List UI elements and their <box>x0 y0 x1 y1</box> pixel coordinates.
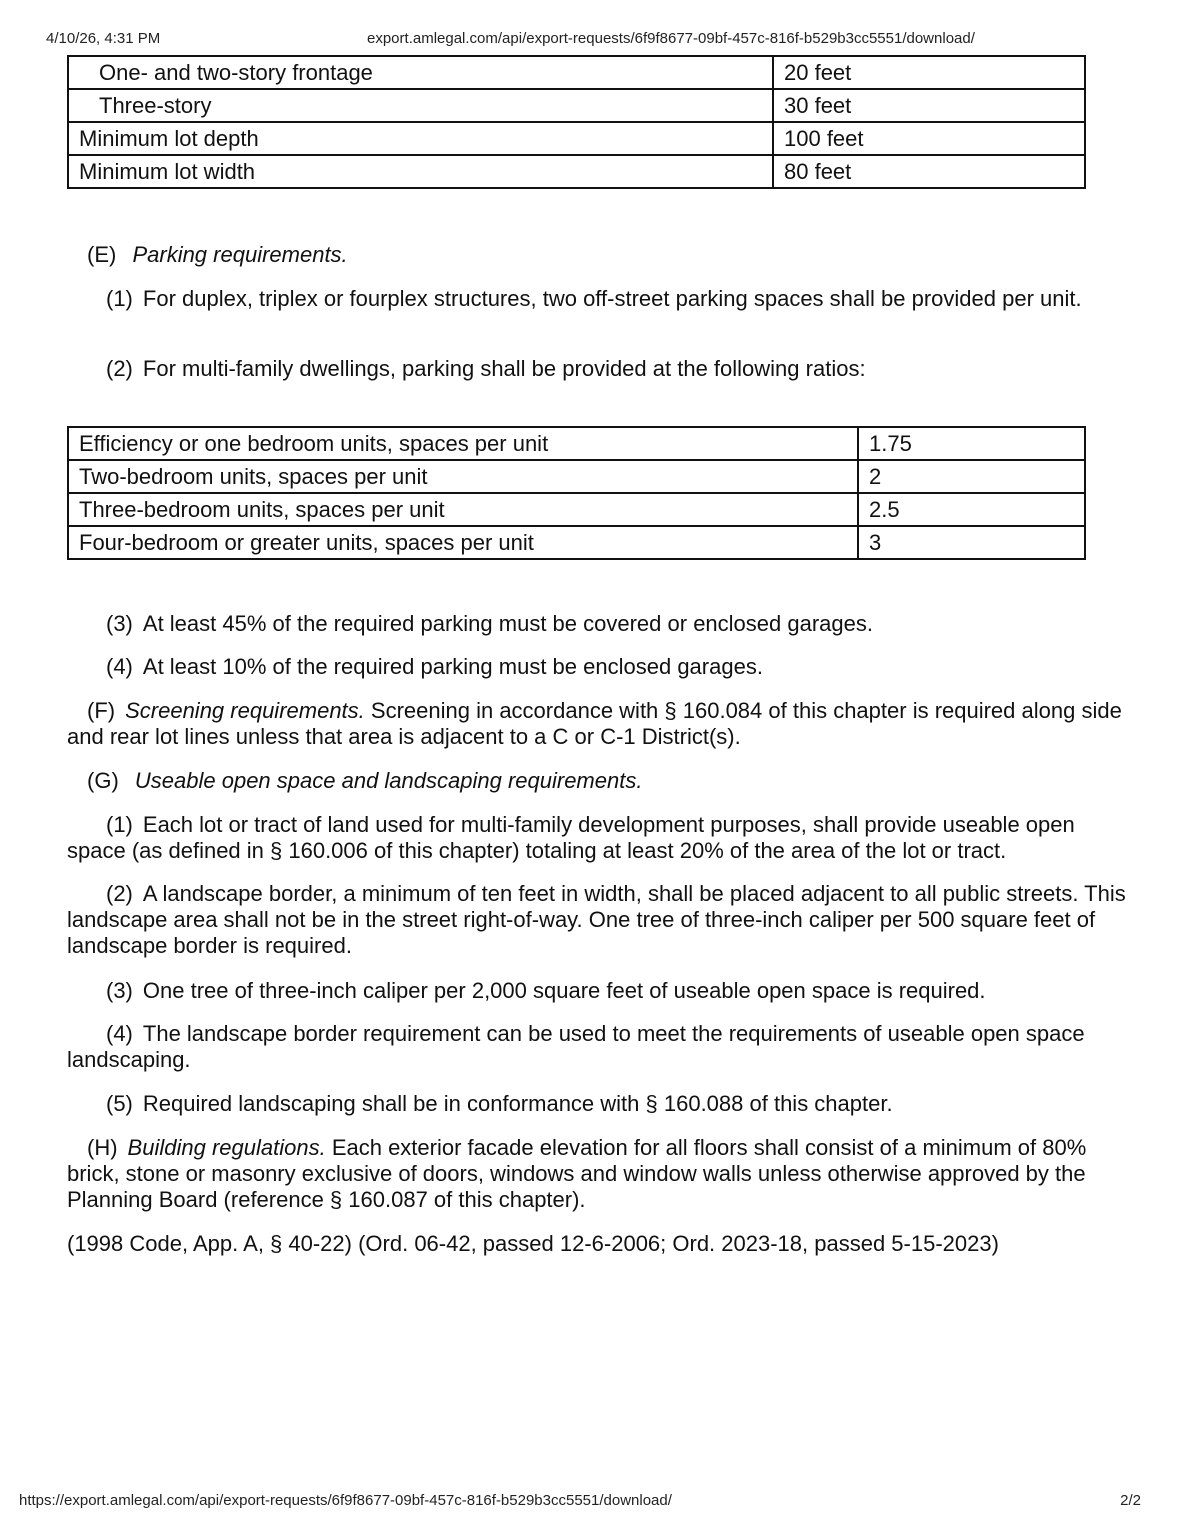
table-cell-label: One- and two-story frontage <box>68 56 773 89</box>
table-cell-value: 20 feet <box>773 56 1085 89</box>
item-marker: (1) <box>106 812 133 837</box>
item-marker: (4) <box>106 654 133 679</box>
lot-dimensions-table <box>67 55 1086 189</box>
table-row <box>68 427 1085 460</box>
section-g-item-5 <box>67 1091 1127 1117</box>
print-footer-url: https://export.amlegal.com/api/export-requests/6f9f8677-09bf-457c-816f-b529b3cc5551/download/ <box>19 1492 672 1509</box>
print-datetime: 4/10/26, 4:31 PM <box>46 30 161 47</box>
item-text: A landscape border, a minimum of ten feet in width, shall be placed adjacent to all public streets. This landscape area shall not be in the street right-of-way. One tree of three-inch caliper per 500 square feet of landscape border is required. <box>67 881 1126 958</box>
section-f <box>67 698 1127 750</box>
table-cell-label: Minimum lot depth <box>68 122 773 155</box>
section-g-heading <box>67 768 1127 794</box>
section-marker: (G) <box>87 768 119 793</box>
item-marker: (1) <box>106 286 133 311</box>
item-marker: (3) <box>106 978 133 1003</box>
table-cell-value: 30 feet <box>773 89 1085 122</box>
section-title: Building regulations. <box>127 1135 326 1160</box>
section-marker: (H) <box>87 1135 118 1160</box>
table-row <box>68 56 1085 89</box>
section-e-item-1 <box>67 286 1127 312</box>
item-marker: (5) <box>106 1091 133 1116</box>
section-title: Screening requirements. <box>125 698 365 723</box>
item-text: At least 45% of the required parking must be covered or enclosed garages. <box>142 611 873 636</box>
page-number: 2/2 <box>1120 1492 1141 1509</box>
section-e-heading <box>67 242 1127 268</box>
table-cell-value: 2 <box>858 460 1085 493</box>
item-marker: (4) <box>106 1021 133 1046</box>
table-cell-label: Efficiency or one bedroom units, spaces per unit <box>68 427 858 460</box>
item-text: For multi-family dwellings, parking shall be provided at the following ratios: <box>142 356 866 381</box>
section-title: Useable open space and landscaping requirements. <box>134 768 643 793</box>
section-title: Parking requirements. <box>132 242 348 267</box>
section-e-item-4 <box>67 654 1127 680</box>
section-e-item-3 <box>67 611 1127 637</box>
print-header-url: export.amlegal.com/api/export-requests/6f9f8677-09bf-457c-816f-b529b3cc5551/download/ <box>367 30 975 47</box>
item-text: One tree of three-inch caliper per 2,000 square feet of useable open space is required. <box>142 978 986 1003</box>
table-row <box>68 460 1085 493</box>
table-row <box>68 526 1085 559</box>
print-header <box>0 28 1186 50</box>
item-text: At least 10% of the required parking must be enclosed garages. <box>142 654 763 679</box>
table-cell-label: Minimum lot width <box>68 155 773 188</box>
item-marker: (2) <box>106 881 133 906</box>
section-e-item-2 <box>67 356 1127 382</box>
item-text: Required landscaping shall be in conformance with § 160.088 of this chapter. <box>142 1091 893 1116</box>
print-footer <box>0 1490 1186 1512</box>
table-row <box>68 155 1085 188</box>
section-text: Each exterior facade elevation for all floors shall consist of a minimum of 80% brick, stone or masonry exclusive of doors, windows and window walls unless otherwise approved by the Planning Board (reference § 160.087 of this chapter). <box>67 1135 1087 1212</box>
item-text: The landscape border requirement can be used to meet the requirements of useable open space landscaping. <box>67 1021 1085 1072</box>
table-cell-value: 100 feet <box>773 122 1085 155</box>
table-cell-value: 80 feet <box>773 155 1085 188</box>
table-cell-label: Three-bedroom units, spaces per unit <box>68 493 858 526</box>
table-cell-value: 3 <box>858 526 1085 559</box>
section-marker: (F) <box>87 698 116 723</box>
table-row <box>68 89 1085 122</box>
parking-ratios-table <box>67 426 1086 560</box>
item-text: For duplex, triplex or fourplex structures, two off-street parking spaces shall be provided per unit. <box>142 286 1082 311</box>
section-g-item-3 <box>67 978 1127 1004</box>
table-cell-label: Two-bedroom units, spaces per unit <box>68 460 858 493</box>
item-marker: (3) <box>106 611 133 636</box>
history-note: (1998 Code, App. A, § 40-22) (Ord. 06-42, passed 12-6-2006; Ord. 2023-18, passed 5-15-2023) <box>67 1231 999 1256</box>
section-marker: (E) <box>87 242 117 267</box>
table-cell-label: Four-bedroom or greater units, spaces per unit <box>68 526 858 559</box>
table-cell-value: 2.5 <box>858 493 1085 526</box>
section-text: Screening in accordance with § 160.084 of this chapter is required along side and rear lot lines unless that area is adjacent to a C or C-1 District(s). <box>67 698 1122 749</box>
section-g-item-1 <box>67 812 1127 864</box>
section-h <box>67 1135 1127 1213</box>
table-cell-label: Three-story <box>68 89 773 122</box>
item-text: Each lot or tract of land used for multi-family development purposes, shall provide useable open space (as defined in § 160.006 of this chapter) totaling at least 20% of the area of the lot or tract. <box>67 812 1075 863</box>
item-marker: (2) <box>106 356 133 381</box>
section-g-item-2 <box>67 881 1127 959</box>
table-cell-value: 1.75 <box>858 427 1085 460</box>
table-row <box>68 122 1085 155</box>
table-row <box>68 493 1085 526</box>
section-g-item-4 <box>67 1021 1127 1073</box>
